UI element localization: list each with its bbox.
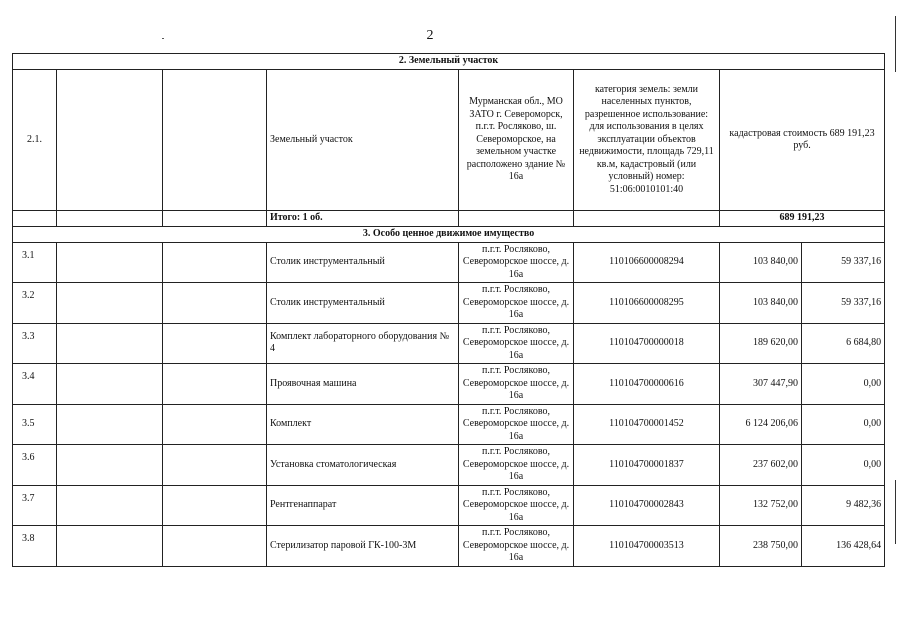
row-number: 3.3: [13, 323, 57, 364]
item-address: п.г.т. Росляково, Североморское шоссе, д. 16а: [459, 323, 574, 364]
inventory-number: 110106600008295: [574, 283, 720, 324]
empty-cell: [163, 526, 267, 567]
empty-cell: [163, 242, 267, 283]
empty-cell: [459, 211, 574, 227]
item-name: Столик инструментальный: [267, 283, 459, 324]
inventory-number: 110104700001452: [574, 404, 720, 445]
empty-cell: [57, 364, 163, 405]
residual-value: 0,00: [802, 364, 885, 405]
item-address: п.г.т. Росляково, Североморское шоссе, д. 16а: [459, 485, 574, 526]
row-number: 3.6: [13, 445, 57, 486]
empty-cell: [57, 242, 163, 283]
land-plot-row: [13, 70, 885, 211]
total-label: Итого: 1 об.: [267, 211, 459, 227]
total-row: [13, 211, 885, 227]
scan-edge-line: [895, 16, 896, 72]
inventory-number: 110104700000018: [574, 323, 720, 364]
scan-speck: [162, 38, 164, 39]
land-info: категория земель: земли населенных пунктов, разрешенное использование: для использования в целях эксплуатации объектов недвижимости, площадь 729,11 кв.м, кадастровый (или условный) номер: 51:06:0010101:40: [574, 70, 720, 211]
empty-cell: [574, 211, 720, 227]
residual-value: 59 337,16: [802, 242, 885, 283]
inventory-number: 110104700003513: [574, 526, 720, 567]
book-value: 132 752,00: [720, 485, 802, 526]
empty-cell: [57, 526, 163, 567]
table-row: [13, 283, 885, 324]
table-row: [13, 242, 885, 283]
row-number: 3.2: [13, 283, 57, 324]
empty-cell: [57, 70, 163, 211]
residual-value: 59 337,16: [802, 283, 885, 324]
table-row: [13, 323, 885, 364]
row-number: 3.7: [13, 485, 57, 526]
item-address: п.г.т. Росляково, Североморское шоссе, д. 16а: [459, 404, 574, 445]
empty-cell: [163, 70, 267, 211]
empty-cell: [57, 445, 163, 486]
item-address: п.г.т. Росляково, Североморское шоссе, д. 16а: [459, 364, 574, 405]
item-address: п.г.т. Росляково, Североморское шоссе, д. 16а: [459, 242, 574, 283]
book-value: 189 620,00: [720, 323, 802, 364]
section-3-header: 3. Особо ценное движимое имущество: [13, 226, 885, 242]
table-row: [13, 526, 885, 567]
residual-value: 9 482,36: [802, 485, 885, 526]
inventory-number: 110104700000616: [574, 364, 720, 405]
item-name: Комплект лабораторного оборудования № 4: [267, 323, 459, 364]
book-value: 6 124 206,06: [720, 404, 802, 445]
residual-value: 136 428,64: [802, 526, 885, 567]
table-row: [13, 364, 885, 405]
inventory-number: 110104700002843: [574, 485, 720, 526]
item-address: п.г.т. Росляково, Североморское шоссе, д. 16а: [459, 283, 574, 324]
empty-cell: [163, 404, 267, 445]
row-number: 2.1.: [13, 70, 57, 211]
section-2-header: 2. Земельный участок: [13, 54, 885, 70]
empty-cell: [13, 211, 57, 227]
item-name: Рентгенаппарат: [267, 485, 459, 526]
empty-cell: [57, 211, 163, 227]
item-name: Комплект: [267, 404, 459, 445]
empty-cell: [163, 364, 267, 405]
item-name: Столик инструментальный: [267, 242, 459, 283]
book-value: 103 840,00: [720, 242, 802, 283]
empty-cell: [163, 283, 267, 324]
empty-cell: [163, 211, 267, 227]
book-value: 103 840,00: [720, 283, 802, 324]
row-number: 3.5: [13, 404, 57, 445]
item-name: Земельный участок: [267, 70, 459, 211]
empty-cell: [57, 485, 163, 526]
total-value: 689 191,23: [720, 211, 885, 227]
item-address: п.г.т. Росляково, Североморское шоссе, д. 16а: [459, 445, 574, 486]
inventory-number: 110106600008294: [574, 242, 720, 283]
table-row: [13, 404, 885, 445]
property-table: [12, 53, 885, 567]
item-address: п.г.т. Росляково, Североморское шоссе, д. 16а: [459, 526, 574, 567]
row-number: 3.8: [13, 526, 57, 567]
table-row: [13, 485, 885, 526]
page-number: 2: [426, 28, 434, 43]
section-2-header-row: [13, 54, 885, 70]
item-name: Установка стоматологическая: [267, 445, 459, 486]
book-value: 238 750,00: [720, 526, 802, 567]
book-value: 237 602,00: [720, 445, 802, 486]
row-number: 3.4: [13, 364, 57, 405]
empty-cell: [163, 485, 267, 526]
scan-edge-line-lower: [895, 480, 896, 544]
cadastral-value: кадастровая стоимость 689 191,23 руб.: [720, 70, 885, 211]
empty-cell: [57, 283, 163, 324]
item-name: Стерилизатор паровой ГК-100-3М: [267, 526, 459, 567]
inventory-number: 110104700001837: [574, 445, 720, 486]
row-number: 3.1: [13, 242, 57, 283]
residual-value: 0,00: [802, 404, 885, 445]
residual-value: 0,00: [802, 445, 885, 486]
empty-cell: [163, 323, 267, 364]
empty-cell: [163, 445, 267, 486]
residual-value: 6 684,80: [802, 323, 885, 364]
table-row: [13, 445, 885, 486]
section-3-header-row: [13, 226, 885, 242]
item-address: Мурманская обл., МО ЗАТО г. Североморск, п.г.т. Росляково, ш. Североморское, на земельном участке расположено здание № 16а: [459, 70, 574, 211]
empty-cell: [57, 404, 163, 445]
book-value: 307 447,90: [720, 364, 802, 405]
item-name: Проявочная машина: [267, 364, 459, 405]
empty-cell: [57, 323, 163, 364]
